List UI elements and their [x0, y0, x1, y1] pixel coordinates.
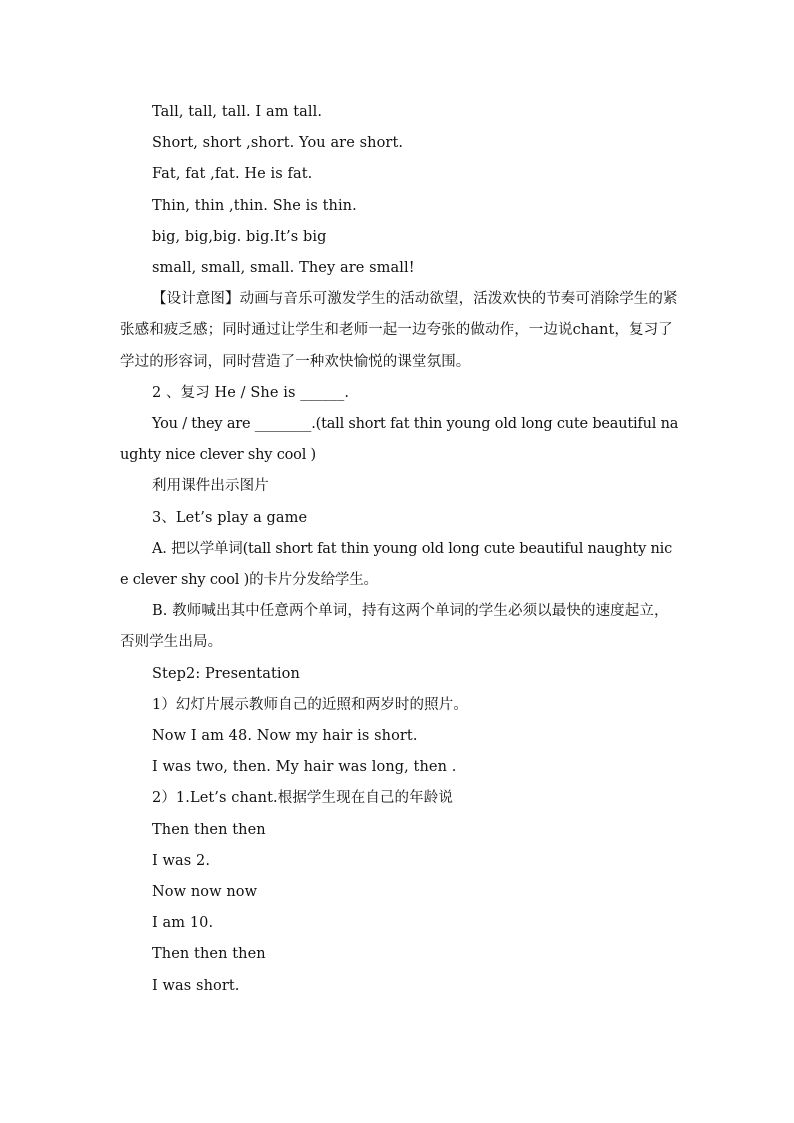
chant-heading: 2）1.Let’s chant.根据学生现在自己的年龄说 — [152, 790, 453, 807]
chant-line-small: small, small, small. They are small! — [152, 260, 415, 277]
review-paragraph: You / they are ________.(tall short fat thin young old long cute beautiful naughty nice clever shy cool ) — [120, 416, 679, 464]
game-heading: 3、Let’s play a game — [152, 509, 308, 526]
document-body — [120, 97, 680, 1002]
chant-line-short: Short, short ,short. You are short. — [152, 135, 404, 152]
game-step-b: B. 教师喊出其中任意两个单词，持有这两个单词的学生必须以最快的速度起立，否则学生出局。 — [120, 603, 669, 651]
chant-line-tall: Tall, tall, tall. I am tall. — [152, 104, 323, 120]
step2-heading: Step2: Presentation — [152, 665, 300, 682]
chant-then-1: Then then then — [152, 821, 266, 838]
game-step-a: A. 把以学单词(tall short fat thin young old long cute beautiful naughty nice clever shy cool )的卡片分发给学生。 — [120, 540, 673, 589]
chant-line-thin: Thin, thin ,thin. She is thin. — [152, 197, 357, 214]
courseware-line: 利用课件出示图片 — [152, 478, 269, 495]
chant-line-fat: Fat, fat ,fat. He is fat. — [152, 166, 313, 183]
slide-line: 1）幻灯片展示教师自己的近照和两岁时的照片。 — [152, 696, 468, 713]
chant-was-2: I was 2. — [152, 852, 211, 869]
now-48-line: Now I am 48. Now my hair is short. — [152, 728, 418, 745]
chant-now: Now now now — [152, 884, 258, 901]
was-two-line: I was two, then. My hair was long, then . — [152, 759, 457, 776]
chant-was-short: I was short. — [152, 977, 240, 994]
chant-am-10: I am 10. — [152, 915, 214, 932]
review-heading: 2 、复习 He / She is ______. — [152, 384, 350, 401]
chant-then-2: Then then then — [152, 946, 266, 963]
chant-line-big: big, big,big. big.It’s big — [152, 228, 327, 245]
design-intent-paragraph: 【设计意图】动画与音乐可激发学生的活动欲望，活泼欢快的节奏可消除学生的紧张感和疲乏感；同时通过让学生和老师一起一边夸张的做动作，一边说chant，复习了学过的形容词，同时营造了一种欢快愉悦的课堂氛围。 — [120, 291, 678, 370]
